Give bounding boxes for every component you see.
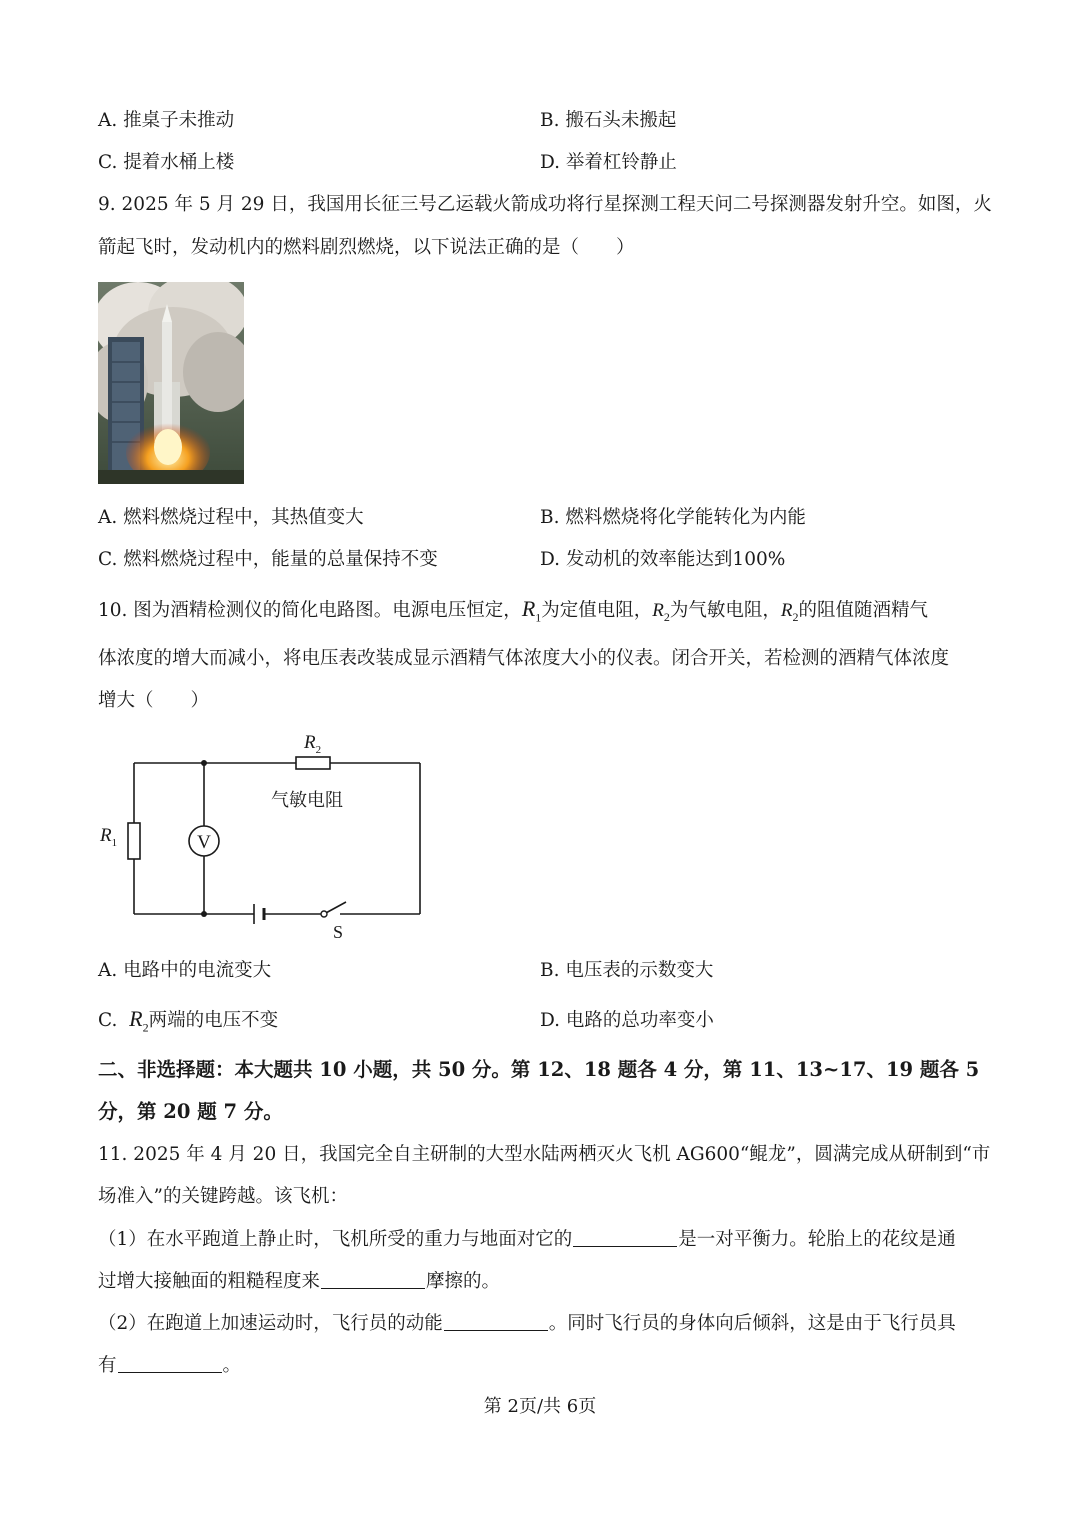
q8-option-a: A. 推桌子未推动 [98,110,235,131]
q8-option-c: C. 提着水桶上楼 [98,152,235,173]
r1-symbol: $R_1$ [521,596,542,625]
r2-symbol: $R_2$ [652,600,670,624]
page-number: 第 2页/共 6页 [483,1396,597,1417]
q11-stem-line1: 11. 2025 年 4 月 20 日，我国完全自主研制的大型水陆两栖灭火飞机 AG600“鲲龙”，圆满完成从研制到“市 [98,1144,991,1165]
answer-blank[interactable] [118,1354,222,1373]
answer-blank[interactable] [573,1228,677,1247]
q11-part2-line1: （2）在跑道上加速运动时，飞行员的动能 。同时飞行员的身体向后倾斜，这是由于飞行员具 [98,1313,956,1334]
q10-option-c: C. $R_2$两端的电压不变 [98,1006,279,1035]
r2-symbol: $R_2$ [129,1006,149,1035]
r1-resistor [128,823,140,859]
q10-option-d: D. 电路的总功率变小 [540,1010,714,1031]
q11-stem-line2: 场准入”的关键跨越。该飞机： [98,1186,348,1207]
q10-option-b: B. 电压表的示数变大 [540,960,714,981]
junction-dot [201,760,207,766]
r2-symbol: $R_2$ [780,600,799,624]
q8-option-d: D. 举着杠铃静止 [540,152,677,173]
q10-stem-line2: 体浓度的增大而减小，将电压表改装成显示酒精气体浓度大小的仪表。闭合开关，若检测的酒精气体浓度 [98,648,950,669]
q10-stem-line1: 10. 图为酒精检测仪的简化电路图。电源电压恒定，$R_1$为定值电阻，$R_2$为气敏电阻，$R_2$的阻值随酒精气 [98,596,929,625]
q10-stem-line3: 增大（ ） [98,690,210,711]
q9-stem-line2: 箭起飞时，发动机内的燃料剧烈燃烧，以下说法正确的是（ ） [98,237,635,258]
voltmeter-label: V [197,832,211,853]
rocket-launch-photo [98,282,244,484]
switch-contact [321,911,327,917]
q9-option-b: B. 燃料燃烧将化学能转化为内能 [540,507,806,528]
r1-label: $R_1$ [100,825,118,849]
q8-option-b: B. 搬石头未搬起 [540,110,677,131]
gas-sensor-label: 气敏电阻 [271,790,343,811]
q9-stem-line1: 9. 2025 年 5 月 29 日，我国用长征三号乙运载火箭成功将行星探测工程天问二号探测器发射升空。如图，火 [98,194,992,215]
r2-label: $R_2$ [304,732,322,756]
q10-option-a: A. 电路中的电流变大 [98,960,272,981]
circuit-diagram [96,730,436,945]
section2-heading-line1: 二、非选择题：本大题共 10 小题，共 50 分。第 12、18 题各 4 分，第 11、13~17、19 题各 5 [98,1058,980,1081]
q9-option-c: C. 燃料燃烧过程中，能量的总量保持不变 [98,549,438,570]
q9-option-a: A. 燃料燃烧过程中，其热值变大 [98,507,364,528]
q11-part2-line2: 有 。 [98,1355,242,1376]
q11-part1-line2: 过增大接触面的粗糙程度来 摩擦的。 [98,1271,501,1292]
switch-label: S [333,922,344,942]
q9-option-d: D. 发动机的效率能达到100% [540,549,786,570]
answer-blank[interactable] [444,1312,548,1331]
q11-part1-line1: （1）在水平跑道上静止时，飞机所受的重力与地面对它的 是一对平衡力。轮胎上的花纹是通 [98,1229,956,1250]
section2-heading-line2: 分，第 20 题 7 分。 [98,1100,283,1123]
r2-resistor [296,757,330,769]
answer-blank[interactable] [321,1270,425,1289]
junction-dot [201,911,207,917]
